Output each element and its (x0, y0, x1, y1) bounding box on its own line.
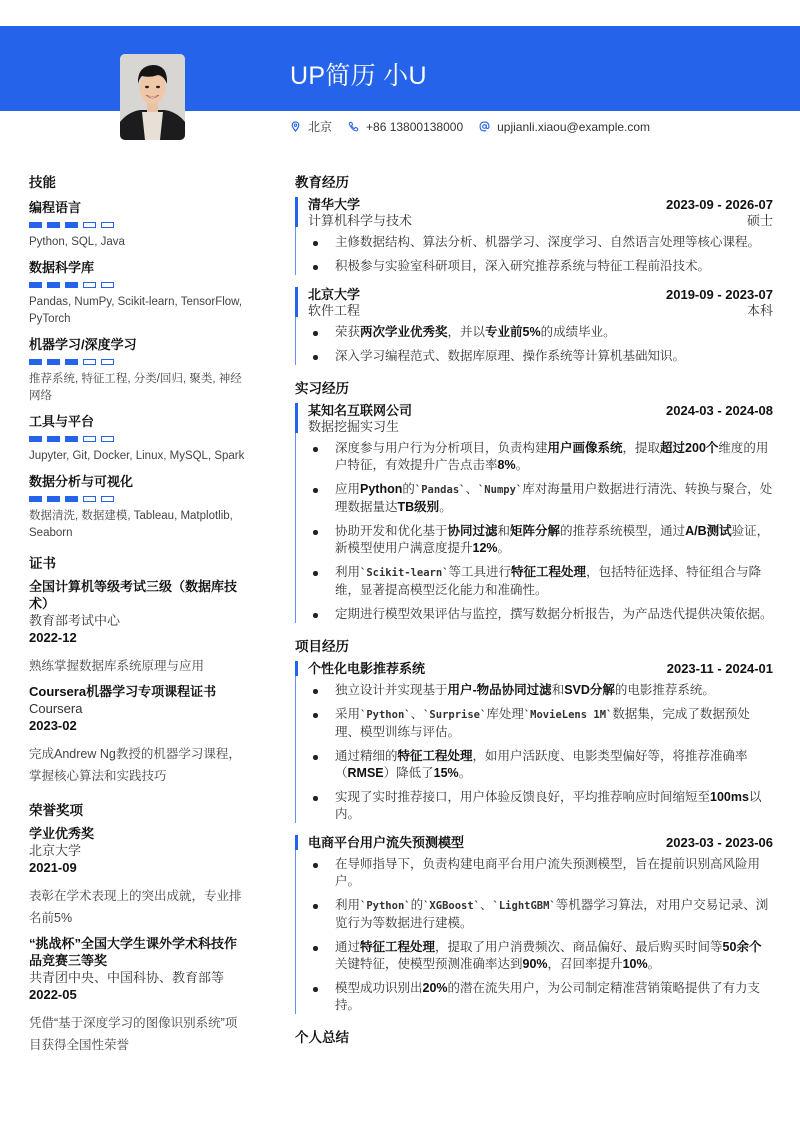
bullet-list (308, 856, 773, 1014)
skill-item (29, 257, 249, 328)
project-entry (295, 661, 773, 823)
bullet-list (308, 440, 773, 623)
award-issuer: 北京大学 (29, 843, 82, 858)
level-bar-filled (47, 496, 60, 502)
skill-item (29, 471, 249, 542)
portrait-image-icon (120, 54, 185, 140)
skill-detail: 推荐系统, 特征工程, 分类/回归, 聚类, 神经网络 (29, 373, 242, 402)
award-desc: 表彰在学术表现上的突出成就，专业排名前5% (29, 889, 242, 925)
skill-item (29, 334, 249, 405)
level-bar-empty (101, 222, 114, 228)
location-pin-icon (290, 121, 301, 132)
skill-level-bars (29, 282, 249, 288)
education-section (295, 171, 773, 365)
main-content (295, 171, 773, 1056)
bullet-list (308, 324, 773, 365)
level-bar-empty (83, 436, 96, 442)
award-item (29, 935, 249, 1056)
summary-section (295, 1026, 773, 1046)
certificate-date: 2023-02 (29, 718, 77, 733)
level-bar-filled (29, 496, 42, 502)
project-name: 电商平台用户流失预测模型 (308, 835, 465, 850)
degree: 本科 (746, 303, 773, 318)
level-bar-empty (101, 359, 114, 365)
skill-level-bars (29, 496, 249, 502)
contact-bar (290, 118, 666, 135)
level-bar-empty (83, 282, 96, 288)
bullet-item: 应用Python的`Pandas`、`Numpy`库对海量用户数据进行清洗、转换与聚合，处理数据量达TB级别。 (308, 481, 773, 516)
projects-section (295, 635, 773, 1014)
bullet-item: 通过特征工程处理，提取了用户消费频次、商品偏好、最后购买时间等50余个关键特征，使模型预测准确率达到90%，召回率提升10%。 (308, 939, 773, 973)
skills-heading: 技能 (29, 175, 56, 190)
awards-heading: 荣誉奖项 (29, 803, 83, 818)
certificate-issuer: 教育部考试中心 (29, 613, 121, 628)
skill-name: 编程语言 (29, 200, 82, 215)
education-heading: 教育经历 (295, 175, 349, 190)
bullet-item: 主修数据结构、算法分析、机器学习、深度学习、自然语言处理等核心课程。 (308, 234, 773, 251)
certificate-item (29, 578, 249, 677)
bullet-item: 协助开发和优化基于协同过滤和矩阵分解的推荐系统模型，通过A/B测试验证，新模型使用户满意度提升12%。 (308, 523, 773, 557)
contact-phone[interactable] (348, 120, 463, 134)
level-bar-filled (65, 282, 78, 288)
internship-date: 2024-03 - 2024-08 (666, 403, 773, 418)
bullet-item: 定期进行模型效果评估与监控，撰写数据分析报告，为产品迭代提供决策依据。 (308, 606, 773, 623)
bullet-item: 深入学习编程范式、数据库原理、操作系统等计算机基础知识。 (308, 348, 773, 365)
sidebar (29, 171, 249, 1062)
award-date: 2021-09 (29, 860, 77, 875)
certificate-item (29, 683, 249, 787)
award-date: 2022-05 (29, 987, 77, 1002)
level-bar-filled (65, 496, 78, 502)
internship-section (295, 377, 773, 623)
education-entry (295, 197, 773, 275)
major: 计算机科学与技术 (308, 213, 413, 228)
internship-heading: 实习经历 (295, 381, 349, 396)
bullet-item: 模型成功识别出20%的潜在流失用户，为公司制定精准营销策略提供了有力支持。 (308, 980, 773, 1014)
internship-entry (295, 403, 773, 623)
skill-name: 数据科学库 (29, 260, 95, 275)
skill-detail: Jupyter, Git, Docker, Linux, MySQL, Spark (29, 450, 245, 462)
award-title: 学业优秀奖 (29, 826, 95, 841)
degree: 硕士 (746, 213, 773, 228)
certificate-date: 2022-12 (29, 630, 77, 645)
level-bar-empty (83, 496, 96, 502)
major: 软件工程 (308, 303, 361, 318)
skill-level-bars (29, 222, 249, 228)
company-name: 某知名互联网公司 (308, 403, 413, 418)
award-title: “挑战杯”全国大学生课外学术科技作品竞赛三等奖 (29, 936, 238, 968)
skill-item (29, 411, 249, 465)
bullet-item: 积极参与实验室科研项目，深入研究推荐系统与特征工程前沿技术。 (308, 258, 773, 275)
education-date: 2023-09 - 2026-07 (666, 197, 773, 212)
level-bar-empty (83, 359, 96, 365)
bullet-item: 荣获两次学业优秀奖，并以专业前5%的成绩毕业。 (308, 324, 773, 341)
bullet-item: 独立设计并实现基于用户-物品协同过滤和SVD分解的电影推荐系统。 (308, 682, 773, 699)
project-name: 个性化电影推荐系统 (308, 661, 426, 676)
level-bar-filled (29, 436, 42, 442)
certificates-heading: 证书 (29, 556, 56, 571)
skill-name: 数据分析与可视化 (29, 474, 134, 489)
level-bar-filled (29, 222, 42, 228)
school-name: 北京大学 (308, 287, 361, 302)
skill-level-bars (29, 436, 249, 442)
level-bar-empty (101, 436, 114, 442)
level-bar-filled (47, 282, 60, 288)
award-item (29, 825, 249, 929)
level-bar-filled (65, 359, 78, 365)
certificate-desc: 熟练掌握数据库系统原理与应用 (29, 659, 205, 673)
bullet-item: 通过精细的特征工程处理，如用户活跃度、电影类型偏好等，将推荐准确率（RMSE）降低了15%。 (308, 748, 773, 782)
contact-email[interactable] (479, 120, 650, 134)
bullet-list (308, 682, 773, 823)
certificate-title: Coursera机器学习专项课程证书 (29, 684, 217, 699)
candidate-name: UP简历 小U (290, 62, 427, 90)
profile-photo (120, 54, 185, 140)
skill-level-bars (29, 359, 249, 365)
email-text: upjianli.xiaou@example.com (497, 119, 651, 134)
certificate-desc: 完成Andrew Ng教授的机器学习课程，掌握核心算法和实践技巧 (29, 747, 241, 783)
bullet-item: 实现了实时推荐接口，用户体验反馈良好，平均推荐响应时间缩短至100ms以内。 (308, 789, 773, 823)
phone-text: +86 13800138000 (366, 119, 464, 134)
certificate-title: 全国计算机等级考试三级（数据库技术） (29, 579, 238, 611)
award-desc: 凭借“基于深度学习的图像识别系统”项目获得全国性荣誉 (29, 1016, 238, 1052)
at-sign-icon (479, 121, 490, 132)
level-bar-filled (47, 436, 60, 442)
bullet-item: 在导师指导下，负责构建电商平台用户流失预测模型，旨在提前识别高风险用户。 (308, 856, 773, 890)
skill-item (29, 197, 249, 251)
level-bar-empty (101, 496, 114, 502)
level-bar-filled (65, 222, 78, 228)
bullet-item: 利用`Scikit-learn`等工具进行特征工程处理，包括特征选择、特征组合与降维，显著提高模型泛化能力和准确性。 (308, 564, 773, 599)
phone-icon (348, 121, 359, 132)
education-date: 2019-09 - 2023-07 (666, 287, 773, 302)
education-entry (295, 287, 773, 365)
job-role: 数据挖掘实习生 (308, 419, 400, 434)
summary-heading: 个人总结 (295, 1030, 349, 1045)
project-date: 2023-03 - 2023-06 (666, 835, 773, 850)
certificate-issuer: Coursera (29, 701, 83, 716)
level-bar-empty (83, 222, 96, 228)
level-bar-filled (47, 222, 60, 228)
projects-heading: 项目经历 (295, 639, 349, 654)
skill-detail: Pandas, NumPy, Scikit-learn, TensorFlow, PyTorch (29, 296, 243, 325)
project-entry (295, 835, 773, 1014)
skill-detail: 数据清洗, 数据建模, Tableau, Matplotlib, Seaborn (29, 510, 233, 539)
bullet-item: 采用`Python`、`Surprise`库处理`MovieLens 1M`数据集，完成了数据预处理、模型训练与评估。 (308, 706, 773, 741)
award-issuer: 共青团中央、中国科协、教育部等 (29, 970, 225, 985)
level-bar-empty (101, 282, 114, 288)
location-text: 北京 (308, 120, 333, 134)
bullet-item: 利用`Python`的`XGBoost`、`LightGBM`等机器学习算法，对用户交易记录、浏览行为等数据进行建模。 (308, 897, 773, 932)
skill-name: 工具与平台 (29, 414, 95, 429)
level-bar-filled (29, 359, 42, 365)
bullet-item: 深度参与用户行为分析项目，负责构建用户画像系统，提取超过200个维度的用户特征，有效提升广告点击率8%。 (308, 440, 773, 474)
level-bar-filled (65, 436, 78, 442)
bullet-list (308, 234, 773, 275)
level-bar-filled (47, 359, 60, 365)
skill-name: 机器学习/深度学习 (29, 337, 137, 352)
level-bar-filled (29, 282, 42, 288)
contact-location (290, 118, 332, 135)
skill-detail: Python, SQL, Java (29, 236, 125, 248)
project-date: 2023-11 - 2024-01 (666, 661, 773, 676)
school-name: 清华大学 (308, 197, 361, 212)
